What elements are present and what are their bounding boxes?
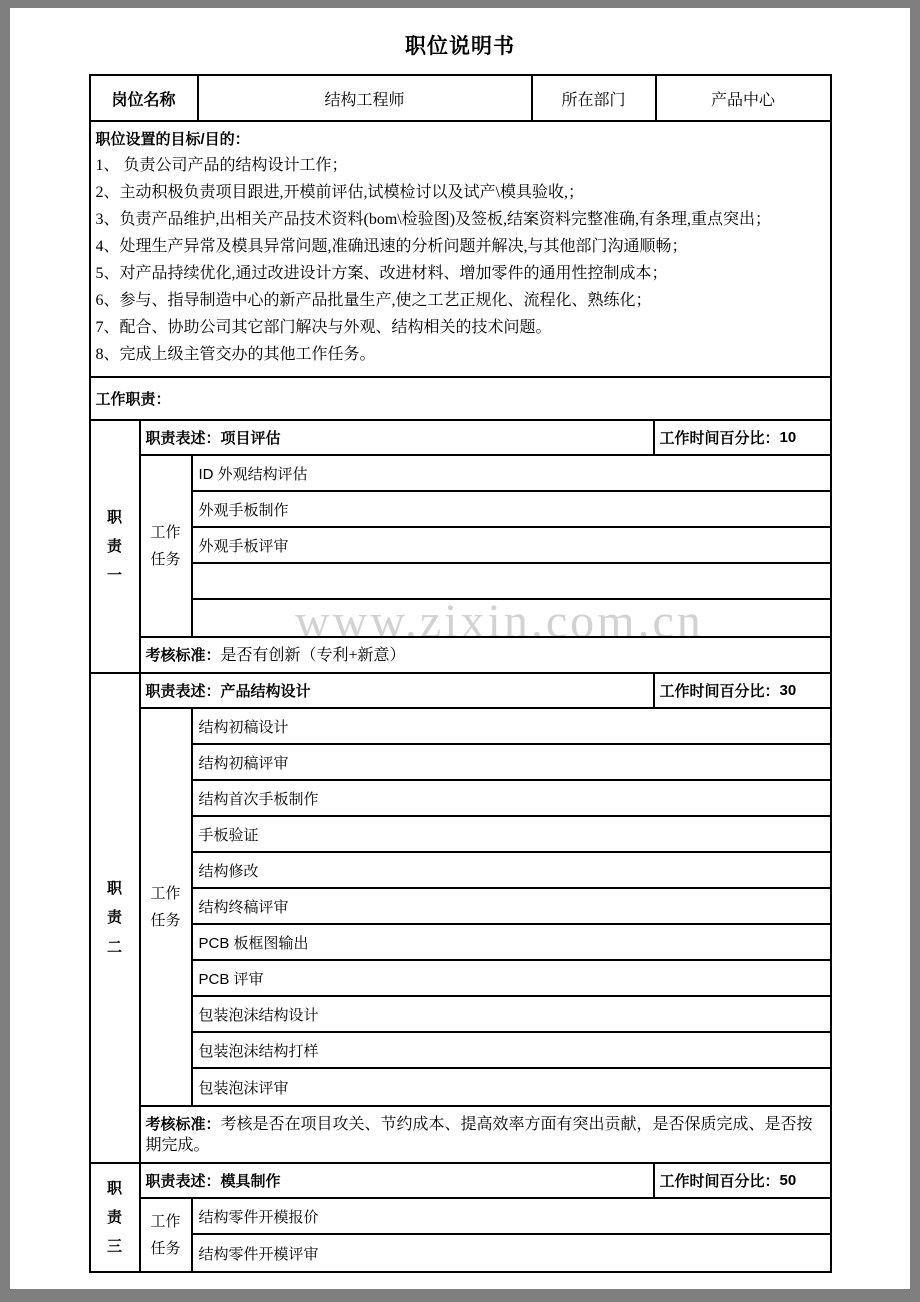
duty-2-time-percentage: [655, 674, 830, 707]
duty-3-label: 职责三: [106, 1179, 122, 1256]
duty-3-task-list: [193, 1199, 830, 1271]
task-item: 包装泡沫评审: [198, 1079, 289, 1097]
task-item: 结构修改: [193, 853, 830, 889]
position-name-value: 结构工程师: [199, 76, 533, 120]
duty-1-body: [141, 421, 830, 672]
duty-2-description-row: [141, 674, 830, 709]
time-percentage-value: 50: [779, 1172, 797, 1189]
duties-heading: 工作职责：: [91, 378, 830, 421]
duty-3-task-group-label-cell: [141, 1199, 193, 1271]
duty-3-body: [141, 1164, 830, 1271]
time-percentage-value: 10: [779, 429, 797, 446]
duty-description-label: 职责表述：: [145, 430, 221, 447]
duty-1-assessment-standard: [141, 638, 830, 672]
task-item: 外观手板制作: [193, 492, 830, 528]
duty-1-task-list: [193, 456, 830, 636]
task-item: 结构初稿设计: [193, 709, 830, 745]
task-item: 结构首次手板制作: [193, 781, 830, 817]
document-title: 职位说明书: [405, 35, 515, 58]
task-item: 包装泡沫结构设计: [193, 997, 830, 1033]
task-item: ID 外观结构评估: [193, 456, 830, 492]
purpose-item: 1、 负责公司产品的结构设计工作；: [95, 157, 348, 174]
document-page: [10, 8, 910, 1289]
task-item: 手板验证: [193, 817, 830, 853]
department-value: 产品中心: [710, 91, 775, 109]
purpose-item: 3、负责产品维护,出相关产品技术资料(bom\检验图)及签板,结案资料完整准确,有条理,重点突出；: [95, 211, 772, 228]
task-item: [193, 600, 830, 636]
duty-2-task-list: [193, 709, 830, 1105]
task-group-label: 工作任务: [150, 524, 181, 568]
time-percentage-label: 工作时间百分比：: [659, 1173, 780, 1190]
duty-2-body: [141, 674, 830, 1162]
purpose-item: 5、对产品持续优化,通过改进设计方案、改进材料、增加零件的通用性控制成本；: [95, 265, 668, 282]
duty-3-tasks: [141, 1199, 830, 1271]
watermark: www.zixin.com.cn: [295, 595, 704, 648]
duty-1-time-percentage: [655, 421, 830, 454]
task-item: 结构终稿评审: [193, 889, 830, 925]
purpose-item: 8、完成上级主管交办的其他工作任务。: [95, 346, 376, 363]
duty-1-description: [141, 421, 655, 454]
duty-1-task-group-label-cell: [141, 456, 193, 636]
purpose-section: [91, 122, 830, 378]
purpose-heading: 职位设置的目标/目的：: [95, 131, 250, 148]
duty-3-time-percentage: [655, 1164, 830, 1197]
duty-3-description-row: [141, 1164, 830, 1199]
job-description-table: [89, 74, 832, 1273]
department-label: 所在部门: [533, 76, 657, 120]
duty-1-label: 职责一: [106, 508, 122, 585]
duty-2-label: 职责二: [106, 880, 122, 956]
purpose-item: 7、配合、协助公司其它部门解决与外观、结构相关的技术问题。: [95, 319, 552, 336]
duty-2-description: [141, 674, 655, 707]
assessment-standard-value: 考核是否在项目攻关、节约成本、提高效率方面有突出贡献，是否保质完成、是否按期完成。: [145, 1116, 813, 1154]
task-item: 结构初稿评审: [193, 745, 830, 781]
task-group-label: 工作任务: [150, 1213, 181, 1257]
position-name-label: 岗位名称: [91, 76, 199, 120]
purpose-item: 6、参与、指导制造中心的新产品批量生产,使之工艺正规化、流程化、熟练化；: [95, 292, 652, 309]
purpose-item: 4、处理生产异常及模具异常问题,准确迅速的分析问题并解决,与其他部门沟通顺畅；: [95, 238, 688, 255]
duty-description-value: 产品结构设计: [220, 683, 311, 700]
assessment-standard-label: 考核标准：: [145, 1116, 221, 1133]
duty-2-task-group-label-cell: [141, 709, 193, 1105]
time-percentage-label: 工作时间百分比：: [659, 683, 780, 700]
purpose-item: 2、主动积极负责项目跟进,开模前评估,试模检讨以及试产\模具验收,；: [95, 184, 584, 201]
duty-section-3: [91, 1164, 830, 1271]
duty-3-description: [141, 1164, 655, 1197]
task-item: 结构零件开模报价: [193, 1199, 830, 1235]
duty-1-tasks: [141, 456, 830, 638]
duty-section-1: [91, 421, 830, 674]
task-item: 结构零件开模评审: [198, 1245, 319, 1263]
duty-2-assessment-standard: [141, 1107, 830, 1162]
task-item: [193, 564, 830, 600]
duty-1-description-row: [141, 421, 830, 456]
duty-section-2: [91, 674, 830, 1164]
duty-2-label-cell: [91, 674, 141, 1162]
duty-1-label-cell: [91, 421, 141, 672]
duty-2-tasks: [141, 709, 830, 1107]
assessment-standard-value: 是否有创新（专利+新意）: [220, 647, 406, 664]
task-item: 外观手板评审: [193, 528, 830, 564]
task-item: 包装泡沫结构打样: [193, 1033, 830, 1069]
task-item: PCB 板框图输出: [193, 925, 830, 961]
time-percentage-label: 工作时间百分比：: [659, 430, 780, 447]
duty-description-label: 职责表述：: [145, 683, 221, 700]
table-header-row: [91, 76, 830, 122]
assessment-standard-label: 考核标准：: [145, 647, 221, 664]
task-item: PCB 评审: [193, 961, 830, 997]
duty-3-label-cell: [91, 1164, 141, 1271]
task-group-label: 工作任务: [150, 885, 181, 929]
time-percentage-value: 30: [779, 682, 797, 699]
duty-description-value: 项目评估: [220, 430, 281, 447]
duty-description-value: 模具制作: [220, 1173, 281, 1190]
duty-description-label: 职责表述：: [145, 1173, 221, 1190]
